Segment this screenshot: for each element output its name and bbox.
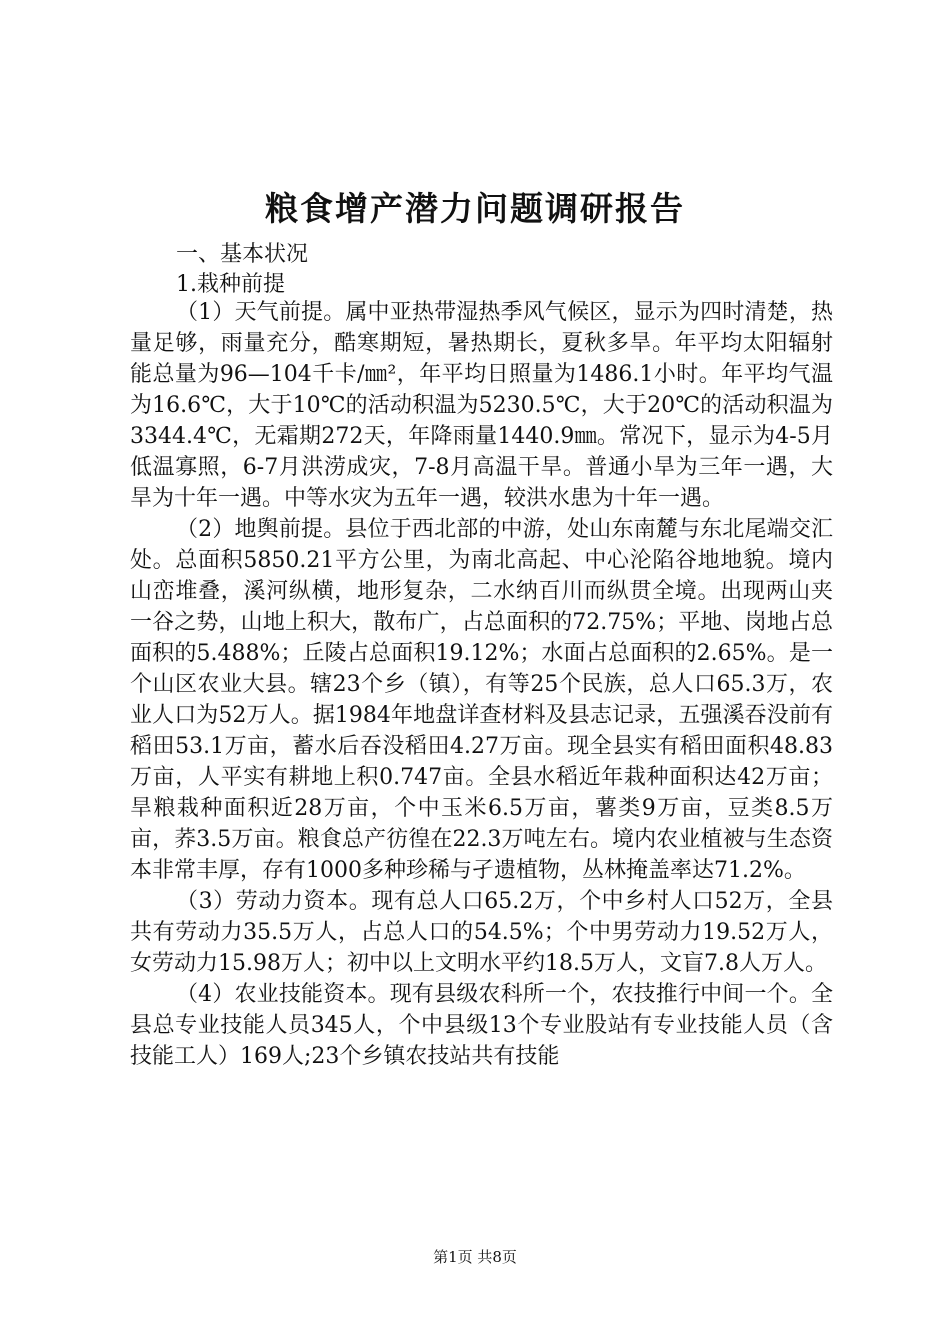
paragraph-technology: （4）农业技能资本。现有县级农科所一个，农技推行中间一个。全县总专业技能人员345人，个中县级13个专业股站有专业技能人员（含技能工人）169人;23个乡镇农技站共有技能 — [130, 982, 833, 1069]
section-heading: 一、基本状况 — [176, 242, 309, 267]
page-footer: 第1页 共8页 — [433, 1248, 517, 1266]
paragraph-geography: （2）地舆前提。县位于西北部的中游，处山东南麓与东北尾端交汇处。总面积5850.21平方公里，为南北高起、中心沦陷谷地地貌。境内山峦堆叠，溪河纵横，地形复杂，二水纳百川而纵贯全境。出现两山夹一谷之势，山地上积大，散布广，占总面积的72.75%；平地、岗地占总面积的5.488%；丘陵占总面积19.12%；水面占总面积的2.65%。是一个山区农业大县。辖23个乡（镇），有等25个民族，总人口65.3万，农业人口为52万人。据1984年地盘详查材料及县志记录，五强溪吞没前有稻田53.1万亩，蓄水后吞没稻田4.27万亩。现全县实有稻田面积48.83万亩，人平实有耕地上积0.747亩。全县水稻近年栽种面积达42万亩；旱粮栽种面积近28万亩，个中玉米6.5万亩，薯类9万亩，豆类8.5万亩，荞3.5万亩。粮食总产彷徨在22.3万吨左右。境内农业植被与生态资本非常丰厚，存有1000多种珍稀与孑遗植物，丛林掩盖率达71.2%。 — [130, 517, 833, 883]
document-title: 粮食增产潜力问题调研报告 — [265, 189, 685, 228]
document-body — [130, 297, 833, 1072]
subsection-heading: 1.栽种前提 — [176, 272, 285, 297]
paragraph-climate: （1）天气前提。属中亚热带湿热季风气候区，显示为四时清楚，热量足够，雨量充分，酷寒期短，暑热期长，夏秋多旱。年平均太阳辐射能总量为96—104千卡/㎜²，年平均日照量为1486.1小时。年平均气温为16.6℃，大于10℃的活动积温为5230.5℃，大于20℃的活动积温为3344.4℃，无霜期272天，年降雨量1440.9㎜。常况下，显示为4-5月低温寡照，6-7月洪涝成灾，7-8月高温干旱。普通小旱为三年一遇，大旱为十年一遇。中等水灾为五年一遇，较洪水患为十年一遇。 — [130, 300, 833, 511]
paragraph-labor: （3）劳动力资本。现有总人口65.2万，个中乡村人口52万，全县共有劳动力35.5万人，占总人口的54.5%；个中男劳动力19.52万人，女劳动力15.98万人；初中以上文明水平约18.5万人，文盲7.8人万人。 — [130, 889, 833, 976]
